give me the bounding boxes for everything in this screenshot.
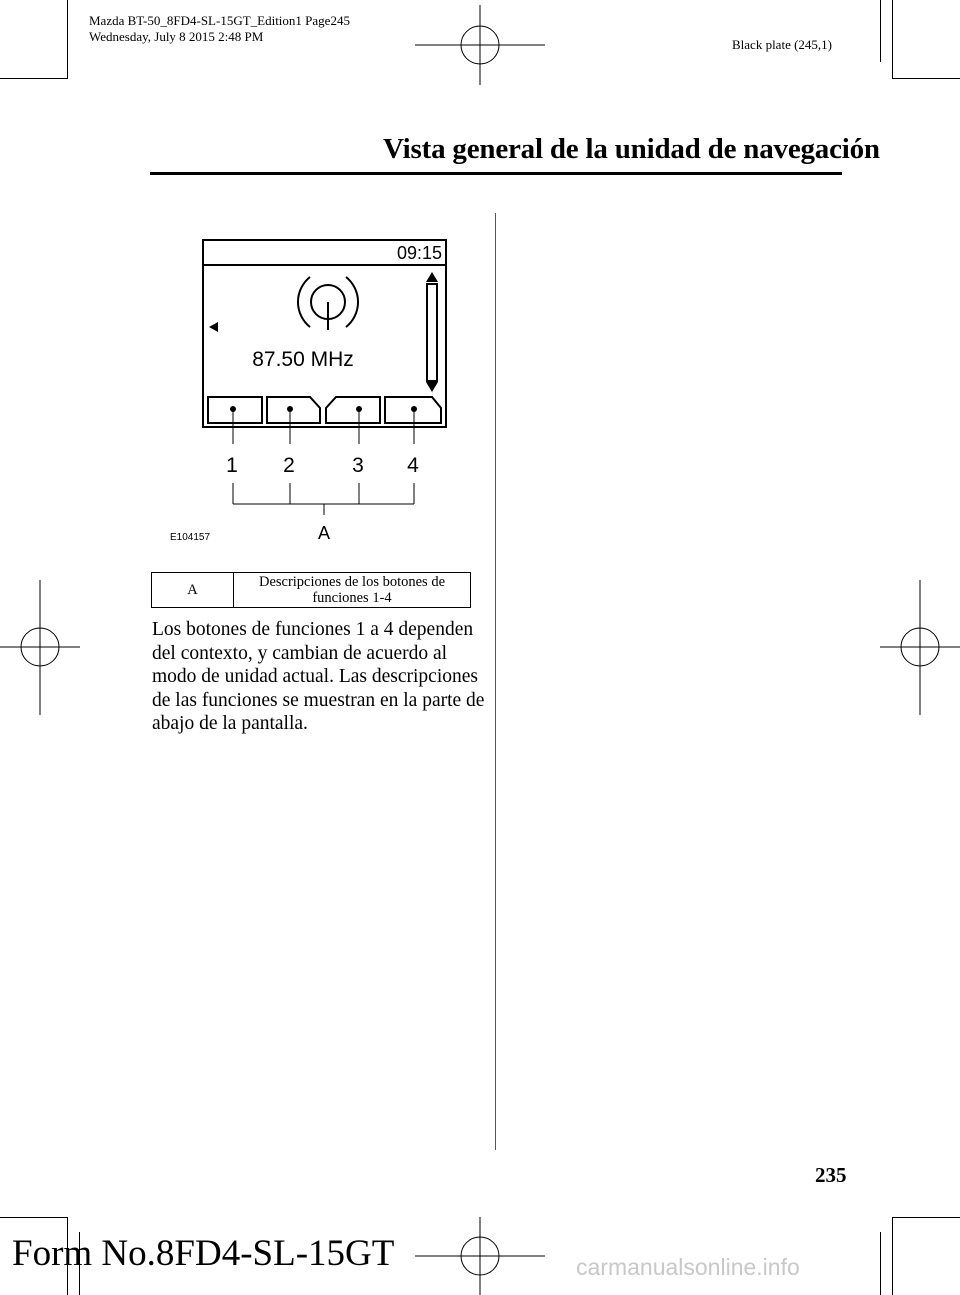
soft-button	[385, 397, 441, 423]
title-rule	[150, 172, 842, 175]
slug-line: Wednesday, July 8 2015 2:48 PM	[89, 29, 264, 44]
section-title: Vista general de la unidad de navegación	[383, 133, 880, 165]
radio-screen-figure	[160, 232, 460, 547]
registration-mark-icon	[415, 1217, 545, 1295]
crop-mark	[880, 1232, 881, 1295]
figure-id: E104157	[170, 532, 211, 543]
legend-row	[152, 573, 471, 608]
clock-display: 09:15	[396, 243, 442, 263]
crop-mark	[0, 1217, 68, 1218]
crop-mark	[880, 0, 881, 62]
soft-button	[326, 397, 380, 423]
registration-mark-icon	[415, 5, 545, 85]
button-number: 2	[283, 454, 295, 477]
legend-description: Descripciones de los botones de funciones 1-4	[234, 573, 471, 608]
button-number: 3	[352, 454, 364, 477]
legend-table	[151, 572, 471, 608]
page-number: 235	[815, 1163, 847, 1187]
legend-key: A	[152, 573, 234, 608]
print-slug	[89, 13, 350, 45]
column-divider	[495, 213, 496, 1150]
button-number: 1	[226, 454, 238, 477]
crop-mark	[892, 1217, 960, 1218]
crop-mark	[67, 0, 68, 78]
plate-label: Black plate (245,1)	[732, 37, 832, 52]
watermark: carmanualsonline.info	[576, 1254, 800, 1280]
registration-mark-icon	[0, 580, 80, 715]
crop-mark	[892, 0, 893, 78]
soft-button	[267, 397, 320, 423]
group-label: A	[317, 523, 331, 543]
soft-button	[208, 397, 262, 423]
body-paragraph: Los botones de funciones 1 a 4 dependen del contexto, y cambian de acuerdo al modo de unidad actual. Las descripciones de las funciones se muestran en la parte de abajo de la pantalla.	[152, 619, 485, 734]
frequency-display: 87.50 MHz	[252, 348, 354, 371]
registration-mark-icon	[880, 580, 960, 715]
form-number: Form No.8FD4-SL-15GT	[12, 1233, 395, 1274]
button-number: 4	[407, 454, 419, 477]
crop-mark	[892, 78, 960, 79]
slug-line: Mazda BT-50_8FD4-SL-15GT_Edition1 Page245	[89, 13, 350, 28]
crop-mark	[0, 78, 68, 79]
crop-mark	[892, 1217, 893, 1295]
